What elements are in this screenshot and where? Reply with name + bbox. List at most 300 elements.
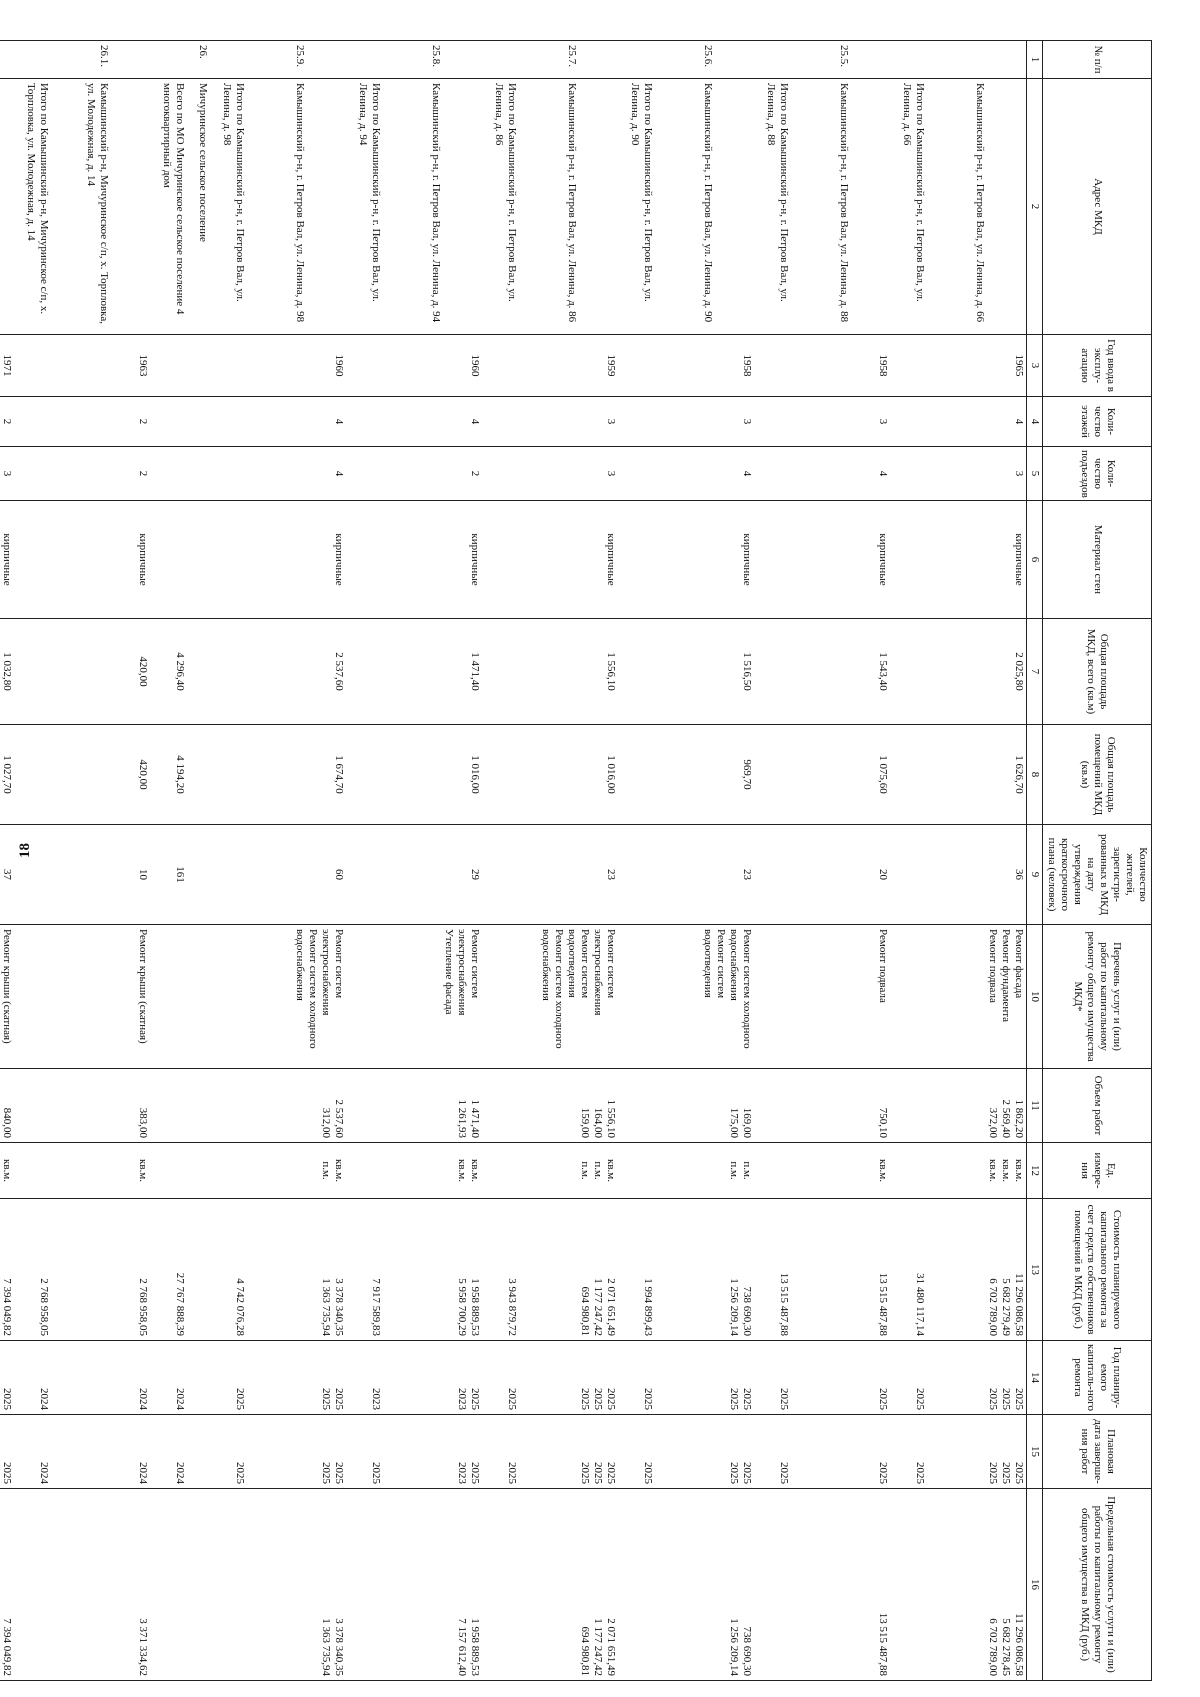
work-item-cell xyxy=(14,925,51,1069)
entrance-count: 3 xyxy=(605,470,618,477)
repair-cost-cell xyxy=(927,1199,1027,1341)
row-number-cell xyxy=(482,41,519,79)
col-header: Предельная стоимость услуги и (или) работы по капитальному ремонту общего имущества в МКД (руб.) xyxy=(1043,1489,1152,1681)
unit: кв.м. xyxy=(1000,1159,1013,1182)
repair-year: 2025 xyxy=(333,1388,346,1410)
floor-count: 3 xyxy=(877,418,890,425)
unit: кв.м. xyxy=(469,1159,482,1182)
total-area-cell xyxy=(618,619,655,725)
total-row xyxy=(346,41,383,1681)
address-cell xyxy=(482,79,519,335)
premises-area-cell xyxy=(247,725,346,825)
work-volume: 383,00 xyxy=(137,1107,150,1138)
row-number-cell xyxy=(14,41,51,79)
floor-count: 2 xyxy=(1,418,14,425)
address: Камышинский р-н, г. Петров Вал, ул. Ленина, д. 86 xyxy=(566,83,579,323)
wall-material-cell xyxy=(791,501,890,619)
address-cell xyxy=(150,79,187,335)
col-header: Коли-чество подъездов xyxy=(1043,447,1152,501)
resident-count-cell xyxy=(14,825,51,925)
address-cell xyxy=(0,79,14,335)
end-date-cell xyxy=(618,1415,655,1489)
end-date-cell xyxy=(791,1415,890,1489)
repair-year: 2023 xyxy=(370,1388,383,1410)
entrance-count-cell xyxy=(187,447,210,501)
work-item: Ремонт систем холодного водоснабжения xyxy=(540,929,566,1049)
work-volume-cell xyxy=(383,1069,482,1143)
year-built-cell xyxy=(210,335,247,397)
work-item: Ремонт подвала xyxy=(877,929,890,1003)
address: Камышинский р-н, г. Петров Вал, ул. Ленина, д. 90 xyxy=(702,83,715,323)
repair-cost-cell xyxy=(210,1199,247,1341)
address-cell xyxy=(14,79,51,335)
repair-year-cell xyxy=(383,1341,482,1415)
wall-material-cell xyxy=(51,501,150,619)
repair-year-cell xyxy=(791,1341,890,1415)
entrance-count-cell xyxy=(791,447,890,501)
wall-material-cell xyxy=(927,501,1027,619)
wall-material-cell xyxy=(383,501,482,619)
col-header: Количество жителей, зарегистри-рованных в МКД на дату утверждения краткосрочного плана (человек) xyxy=(1043,825,1152,925)
floor-count-cell xyxy=(927,397,1027,447)
address: Итого по Камышинский р-н, г. Петров Вал, ул. Ленина, д. 94 xyxy=(357,83,383,302)
repair-year-cell xyxy=(187,1341,210,1415)
max-cost: 3 371 334,62 xyxy=(137,1618,150,1676)
work-volume-cell xyxy=(890,1069,927,1143)
premises-area: 1 016,00 xyxy=(469,755,482,794)
year-built-cell xyxy=(51,335,150,397)
wall-material: кирпичные xyxy=(605,533,618,586)
unit: кв.м. xyxy=(1013,1159,1026,1182)
work-item: Ремонт подвала xyxy=(987,929,1000,1003)
year-built-cell xyxy=(187,335,210,397)
repair-year: 2024 xyxy=(38,1388,51,1410)
resident-count: 36 xyxy=(1013,869,1026,880)
total-row xyxy=(618,41,655,1681)
unit: п.м. xyxy=(592,1161,605,1180)
col-number: 12 xyxy=(1027,1143,1043,1199)
end-date: 2025 xyxy=(605,1462,618,1484)
unit-cell xyxy=(210,1143,247,1199)
total-area-cell xyxy=(210,619,247,725)
repair-cost: 3 943 879,72 xyxy=(506,1278,519,1336)
year-built-cell xyxy=(0,335,14,397)
repair-year: 2025 xyxy=(741,1388,754,1410)
repair-cost-cell xyxy=(618,1199,655,1341)
wall-material: кирпичные xyxy=(333,533,346,586)
repair-cost: 11 296 086,58 xyxy=(1013,1273,1026,1336)
year-built-cell xyxy=(383,335,482,397)
repair-year-cell xyxy=(346,1341,383,1415)
repair-cost-cell xyxy=(150,1199,187,1341)
max-cost: 5 682 278,45 xyxy=(1000,1618,1013,1676)
col-number: 1 xyxy=(1027,41,1043,79)
resident-count-cell xyxy=(187,825,210,925)
wall-material-cell xyxy=(14,501,51,619)
entrance-count-cell xyxy=(482,447,519,501)
work-volume-cell xyxy=(618,1069,655,1143)
end-date: 2024 xyxy=(174,1462,187,1484)
end-date: 2025 xyxy=(741,1462,754,1484)
address: Итого по Камышинский р-н, г. Петров Вал, ул. Ленина, д. 90 xyxy=(629,83,655,302)
col-number: 8 xyxy=(1027,725,1043,825)
entrance-count-cell xyxy=(618,447,655,501)
end-date: 2025 xyxy=(728,1462,741,1484)
repair-cost: 13 515 487,88 xyxy=(877,1272,890,1336)
unit-cell xyxy=(482,1143,519,1199)
premises-area: 1 626,70 xyxy=(1013,755,1026,794)
repair-cost: 7 917 589,83 xyxy=(370,1278,383,1336)
entrance-count-cell xyxy=(890,447,927,501)
col-number: 6 xyxy=(1027,501,1043,619)
end-date: 2025 xyxy=(778,1462,791,1484)
end-date: 2025 xyxy=(320,1462,333,1484)
max-cost: 7 394 049,82 xyxy=(1,1618,14,1676)
end-date: 2025 xyxy=(370,1462,383,1484)
repair-year-cell xyxy=(247,1341,346,1415)
work-volume: 2 569,40 xyxy=(1000,1099,1013,1138)
total-area-cell xyxy=(14,619,51,725)
premises-area: 4 194,20 xyxy=(174,755,187,794)
resident-count: 29 xyxy=(469,869,482,880)
floor-count: 3 xyxy=(605,418,618,425)
max-cost-cell xyxy=(890,1489,927,1681)
end-date-cell xyxy=(927,1415,1027,1489)
end-date: 2023 xyxy=(456,1462,469,1484)
wall-material-cell xyxy=(0,501,14,619)
unit-cell xyxy=(791,1143,890,1199)
work-item: Ремонт систем холодного водоснабжения xyxy=(294,929,320,1049)
repair-cost-cell xyxy=(383,1199,482,1341)
max-cost-cell xyxy=(618,1489,655,1681)
work-volume-cell xyxy=(51,1069,150,1143)
work-item: Ремонт систем водоотведения xyxy=(702,929,728,999)
wall-material: кирпичные xyxy=(877,533,890,586)
wall-material-cell xyxy=(210,501,247,619)
work-volume-cell xyxy=(0,1069,14,1143)
floor-count-cell xyxy=(210,397,247,447)
end-date: 2025 xyxy=(1000,1462,1013,1484)
work-item-cell xyxy=(791,925,890,1069)
unit-cell xyxy=(519,1143,618,1199)
end-date: 2024 xyxy=(137,1462,150,1484)
total-row xyxy=(890,41,927,1681)
repair-cost: 2 768 958,05 xyxy=(137,1278,150,1336)
end-date: 2025 xyxy=(592,1462,605,1484)
end-date: 2025 xyxy=(506,1462,519,1484)
unit: кв.м. xyxy=(333,1159,346,1182)
total-area-cell xyxy=(150,619,187,725)
repair-cost: 1 256 209,14 xyxy=(728,1278,741,1336)
year-built: 1971 xyxy=(1,354,14,377)
wall-material: кирпичные xyxy=(469,533,482,586)
address: Камышинский р-н, Мичуринское с/п, х. Торпловка, ул. Молодежная, д. 14 xyxy=(85,83,111,324)
year-built-cell xyxy=(927,335,1027,397)
repair-year: 2025 xyxy=(1,1388,14,1410)
repair-year: 2023 xyxy=(456,1388,469,1410)
entrance-count-cell xyxy=(247,447,346,501)
max-cost-cell xyxy=(51,1489,150,1681)
resident-count-cell xyxy=(210,825,247,925)
unit: кв.м. xyxy=(1,1159,14,1182)
row-number-cell xyxy=(890,41,927,79)
address: Итого по Камышинский р-н, Мичуринское с/п, х. Торпловка, ул. Молодежная, д. 14 xyxy=(25,83,51,315)
end-date-cell xyxy=(51,1415,150,1489)
row-number-cell xyxy=(210,41,247,79)
work-item-cell xyxy=(482,925,519,1069)
resident-count-cell xyxy=(618,825,655,925)
unit-cell xyxy=(0,1143,14,1199)
max-cost-cell xyxy=(247,1489,346,1681)
col-header: Ед. измере-ния xyxy=(1043,1143,1152,1199)
resident-count: 10 xyxy=(137,869,150,880)
year-built: 1958 xyxy=(741,354,754,377)
end-date-cell xyxy=(655,1415,754,1489)
resident-count-cell xyxy=(927,825,1027,925)
work-item: Ремонт систем водоотведения xyxy=(566,929,592,999)
max-cost-cell xyxy=(210,1489,247,1681)
col-number: 15 xyxy=(1027,1415,1043,1489)
end-date-cell xyxy=(210,1415,247,1489)
repair-year-cell xyxy=(51,1341,150,1415)
max-cost: 11 296 086,58 xyxy=(1013,1613,1026,1676)
address-cell xyxy=(383,79,482,335)
repair-year-cell xyxy=(519,1341,618,1415)
max-cost: 13 515 487,88 xyxy=(877,1612,890,1676)
row-number-cell xyxy=(618,41,655,79)
total-area-cell xyxy=(187,619,210,725)
entrance-count-cell xyxy=(14,447,51,501)
work-volume: 1 556,10 xyxy=(605,1099,618,1138)
repair-year: 2024 xyxy=(137,1388,150,1410)
row-number: 25.8. xyxy=(430,45,443,67)
work-volume-cell xyxy=(519,1069,618,1143)
unit: п.м. xyxy=(728,1161,741,1180)
row-number-cell xyxy=(519,41,618,79)
floor-count-cell xyxy=(150,397,187,447)
max-cost-cell xyxy=(14,1489,51,1681)
max-cost: 7 157 612,40 xyxy=(456,1618,469,1676)
max-cost: 1 363 735,94 xyxy=(320,1618,333,1676)
floor-count-cell xyxy=(754,397,791,447)
total-area-cell xyxy=(655,619,754,725)
end-date-cell xyxy=(890,1415,927,1489)
repair-cost-cell xyxy=(14,1199,51,1341)
work-item-cell xyxy=(51,925,150,1069)
premises-area-cell xyxy=(14,725,51,825)
page-number: 18 xyxy=(17,843,33,858)
repair-year-cell xyxy=(150,1341,187,1415)
repair-cost: 31 480 117,14 xyxy=(914,1273,927,1336)
year-built: 1959 xyxy=(605,354,618,377)
wall-material-cell xyxy=(187,501,210,619)
address: Всего по МО Мичуринское сельское поселение 4 многоквартирный дом xyxy=(161,83,187,315)
repair-cost: 2 768 958,05 xyxy=(38,1278,51,1336)
repair-cost-cell xyxy=(482,1199,519,1341)
row-number: 26. xyxy=(197,45,210,59)
premises-area-cell xyxy=(655,725,754,825)
end-date-cell xyxy=(482,1415,519,1489)
end-date: 2025 xyxy=(579,1462,592,1484)
resident-count-cell xyxy=(482,825,519,925)
resident-count-cell xyxy=(519,825,618,925)
work-volume-cell xyxy=(927,1069,1027,1143)
repair-year: 2025 xyxy=(877,1388,890,1410)
total-area: 1 543,40 xyxy=(877,652,890,691)
year-built: 1960 xyxy=(469,354,482,377)
floor-count: 4 xyxy=(333,418,346,425)
max-cost-cell xyxy=(655,1489,754,1681)
premises-area: 969,70 xyxy=(741,759,754,790)
work-item-cell xyxy=(210,925,247,1069)
row-number: 25.7. xyxy=(566,45,579,67)
year-built-cell xyxy=(655,335,754,397)
year-built: 1965 xyxy=(1013,354,1026,377)
table-row xyxy=(247,41,346,1681)
year-built-cell xyxy=(247,335,346,397)
entrance-count-cell xyxy=(519,447,618,501)
premises-area-cell xyxy=(754,725,791,825)
repair-cost-cell xyxy=(247,1199,346,1341)
entrance-count-cell xyxy=(346,447,383,501)
premises-area: 1 075,60 xyxy=(877,755,890,794)
work-item-cell xyxy=(383,925,482,1069)
work-volume: 1 862,20 xyxy=(1013,1099,1026,1138)
total-row xyxy=(754,41,791,1681)
table-row xyxy=(0,41,14,1681)
repair-year: 2025 xyxy=(234,1388,247,1410)
max-cost-cell xyxy=(927,1489,1027,1681)
year-built-cell xyxy=(754,335,791,397)
row-number-cell xyxy=(383,41,482,79)
repair-cost-cell xyxy=(0,1199,14,1341)
resident-count: 161 xyxy=(174,866,187,883)
row-number-cell xyxy=(655,41,754,79)
repair-cost: 738 690,30 xyxy=(741,1286,754,1336)
repair-year: 2025 xyxy=(1013,1388,1026,1410)
address-cell xyxy=(210,79,247,335)
resident-count: 23 xyxy=(741,869,754,880)
header-row xyxy=(1043,41,1152,1681)
year-built: 1960 xyxy=(333,354,346,377)
repair-year: 2025 xyxy=(728,1388,741,1410)
entrance-count: 4 xyxy=(333,470,346,477)
repair-year: 2025 xyxy=(914,1388,927,1410)
row-number-cell xyxy=(754,41,791,79)
work-item: Ремонт систем электроснабжения xyxy=(320,929,346,1016)
max-cost: 694 980,81 xyxy=(579,1626,592,1676)
col-header: Общая площадь помещений МКД (кв.м) xyxy=(1043,725,1152,825)
col-number: 10 xyxy=(1027,925,1043,1069)
col-number: 3 xyxy=(1027,335,1043,397)
floor-count: 4 xyxy=(469,418,482,425)
max-cost-cell xyxy=(346,1489,383,1681)
work-volume: 750,10 xyxy=(877,1107,890,1138)
work-volume-cell xyxy=(150,1069,187,1143)
max-cost-cell xyxy=(383,1489,482,1681)
col-header: Перечень услуг и (или) работ по капитальному ремонту общего имущества МКД* xyxy=(1043,925,1152,1069)
repair-year-cell xyxy=(655,1341,754,1415)
max-cost-cell xyxy=(482,1489,519,1681)
address-cell xyxy=(247,79,346,335)
work-item-cell xyxy=(754,925,791,1069)
work-volume: 169,00 xyxy=(741,1107,754,1138)
year-built-cell xyxy=(346,335,383,397)
unit-cell xyxy=(754,1143,791,1199)
work-item: Ремонт систем электроснабжения xyxy=(592,929,618,1016)
max-cost-cell xyxy=(791,1489,890,1681)
floor-count-cell xyxy=(655,397,754,447)
col-header: № п/п xyxy=(1043,41,1152,79)
entrance-count: 2 xyxy=(137,470,150,477)
table-body xyxy=(0,41,1027,1681)
total-area: 1 556,10 xyxy=(605,652,618,691)
total-row xyxy=(482,41,519,1681)
resident-count: 20 xyxy=(877,869,890,880)
address-cell xyxy=(655,79,754,335)
unit: кв.м. xyxy=(605,1159,618,1182)
work-item-cell xyxy=(346,925,383,1069)
repair-year-cell xyxy=(927,1341,1027,1415)
unit: п.м. xyxy=(320,1161,333,1180)
repair-year: 2025 xyxy=(469,1388,482,1410)
work-volume: 1 261,93 xyxy=(456,1099,469,1138)
floor-count-cell xyxy=(187,397,210,447)
total-area: 1 516,50 xyxy=(741,652,754,691)
repair-year: 2025 xyxy=(778,1388,791,1410)
address-cell xyxy=(791,79,890,335)
row-number: 25.6. xyxy=(702,45,715,67)
work-volume: 159,00 xyxy=(579,1107,592,1138)
resident-count-cell xyxy=(247,825,346,925)
work-item: Ремонт систем электроснабжения xyxy=(456,929,482,1016)
resident-count-cell xyxy=(754,825,791,925)
premises-area-cell xyxy=(482,725,519,825)
repair-year: 2025 xyxy=(320,1388,333,1410)
col-number: 11 xyxy=(1027,1069,1043,1143)
col-header: Объем работ xyxy=(1043,1069,1152,1143)
row-number-cell xyxy=(927,41,1027,79)
col-header: Год ввода в эксплу-атацию xyxy=(1043,335,1152,397)
premises-area-cell xyxy=(210,725,247,825)
end-date-cell xyxy=(383,1415,482,1489)
work-item-cell xyxy=(247,925,346,1069)
row-number-cell xyxy=(247,41,346,79)
premises-area-cell xyxy=(0,725,14,825)
address-cell xyxy=(519,79,618,335)
repair-cost: 1 958 889,53 xyxy=(469,1278,482,1336)
work-volume-cell xyxy=(187,1069,210,1143)
max-cost-cell xyxy=(150,1489,187,1681)
end-date-cell xyxy=(0,1415,14,1489)
address-cell xyxy=(754,79,791,335)
entrance-count-cell xyxy=(927,447,1027,501)
work-volume: 175,00 xyxy=(728,1107,741,1138)
repair-cost: 5 958 700,29 xyxy=(456,1278,469,1336)
repair-cost: 1 177 247,42 xyxy=(592,1278,605,1336)
floor-count-cell xyxy=(14,397,51,447)
address: Камышинский р-н, г. Петров Вал, ул. Ленина, д. 66 xyxy=(974,83,987,323)
resident-count-cell xyxy=(383,825,482,925)
total-area: 1 471,40 xyxy=(469,652,482,691)
total-row xyxy=(14,41,51,1681)
wall-material: кирпичные xyxy=(1,533,14,586)
entrance-count: 2 xyxy=(469,470,482,477)
repair-cost-cell xyxy=(655,1199,754,1341)
repair-year: 2025 xyxy=(987,1388,1000,1410)
work-item: Ремонт фундамента xyxy=(1000,929,1013,1023)
end-date: 2025 xyxy=(642,1462,655,1484)
